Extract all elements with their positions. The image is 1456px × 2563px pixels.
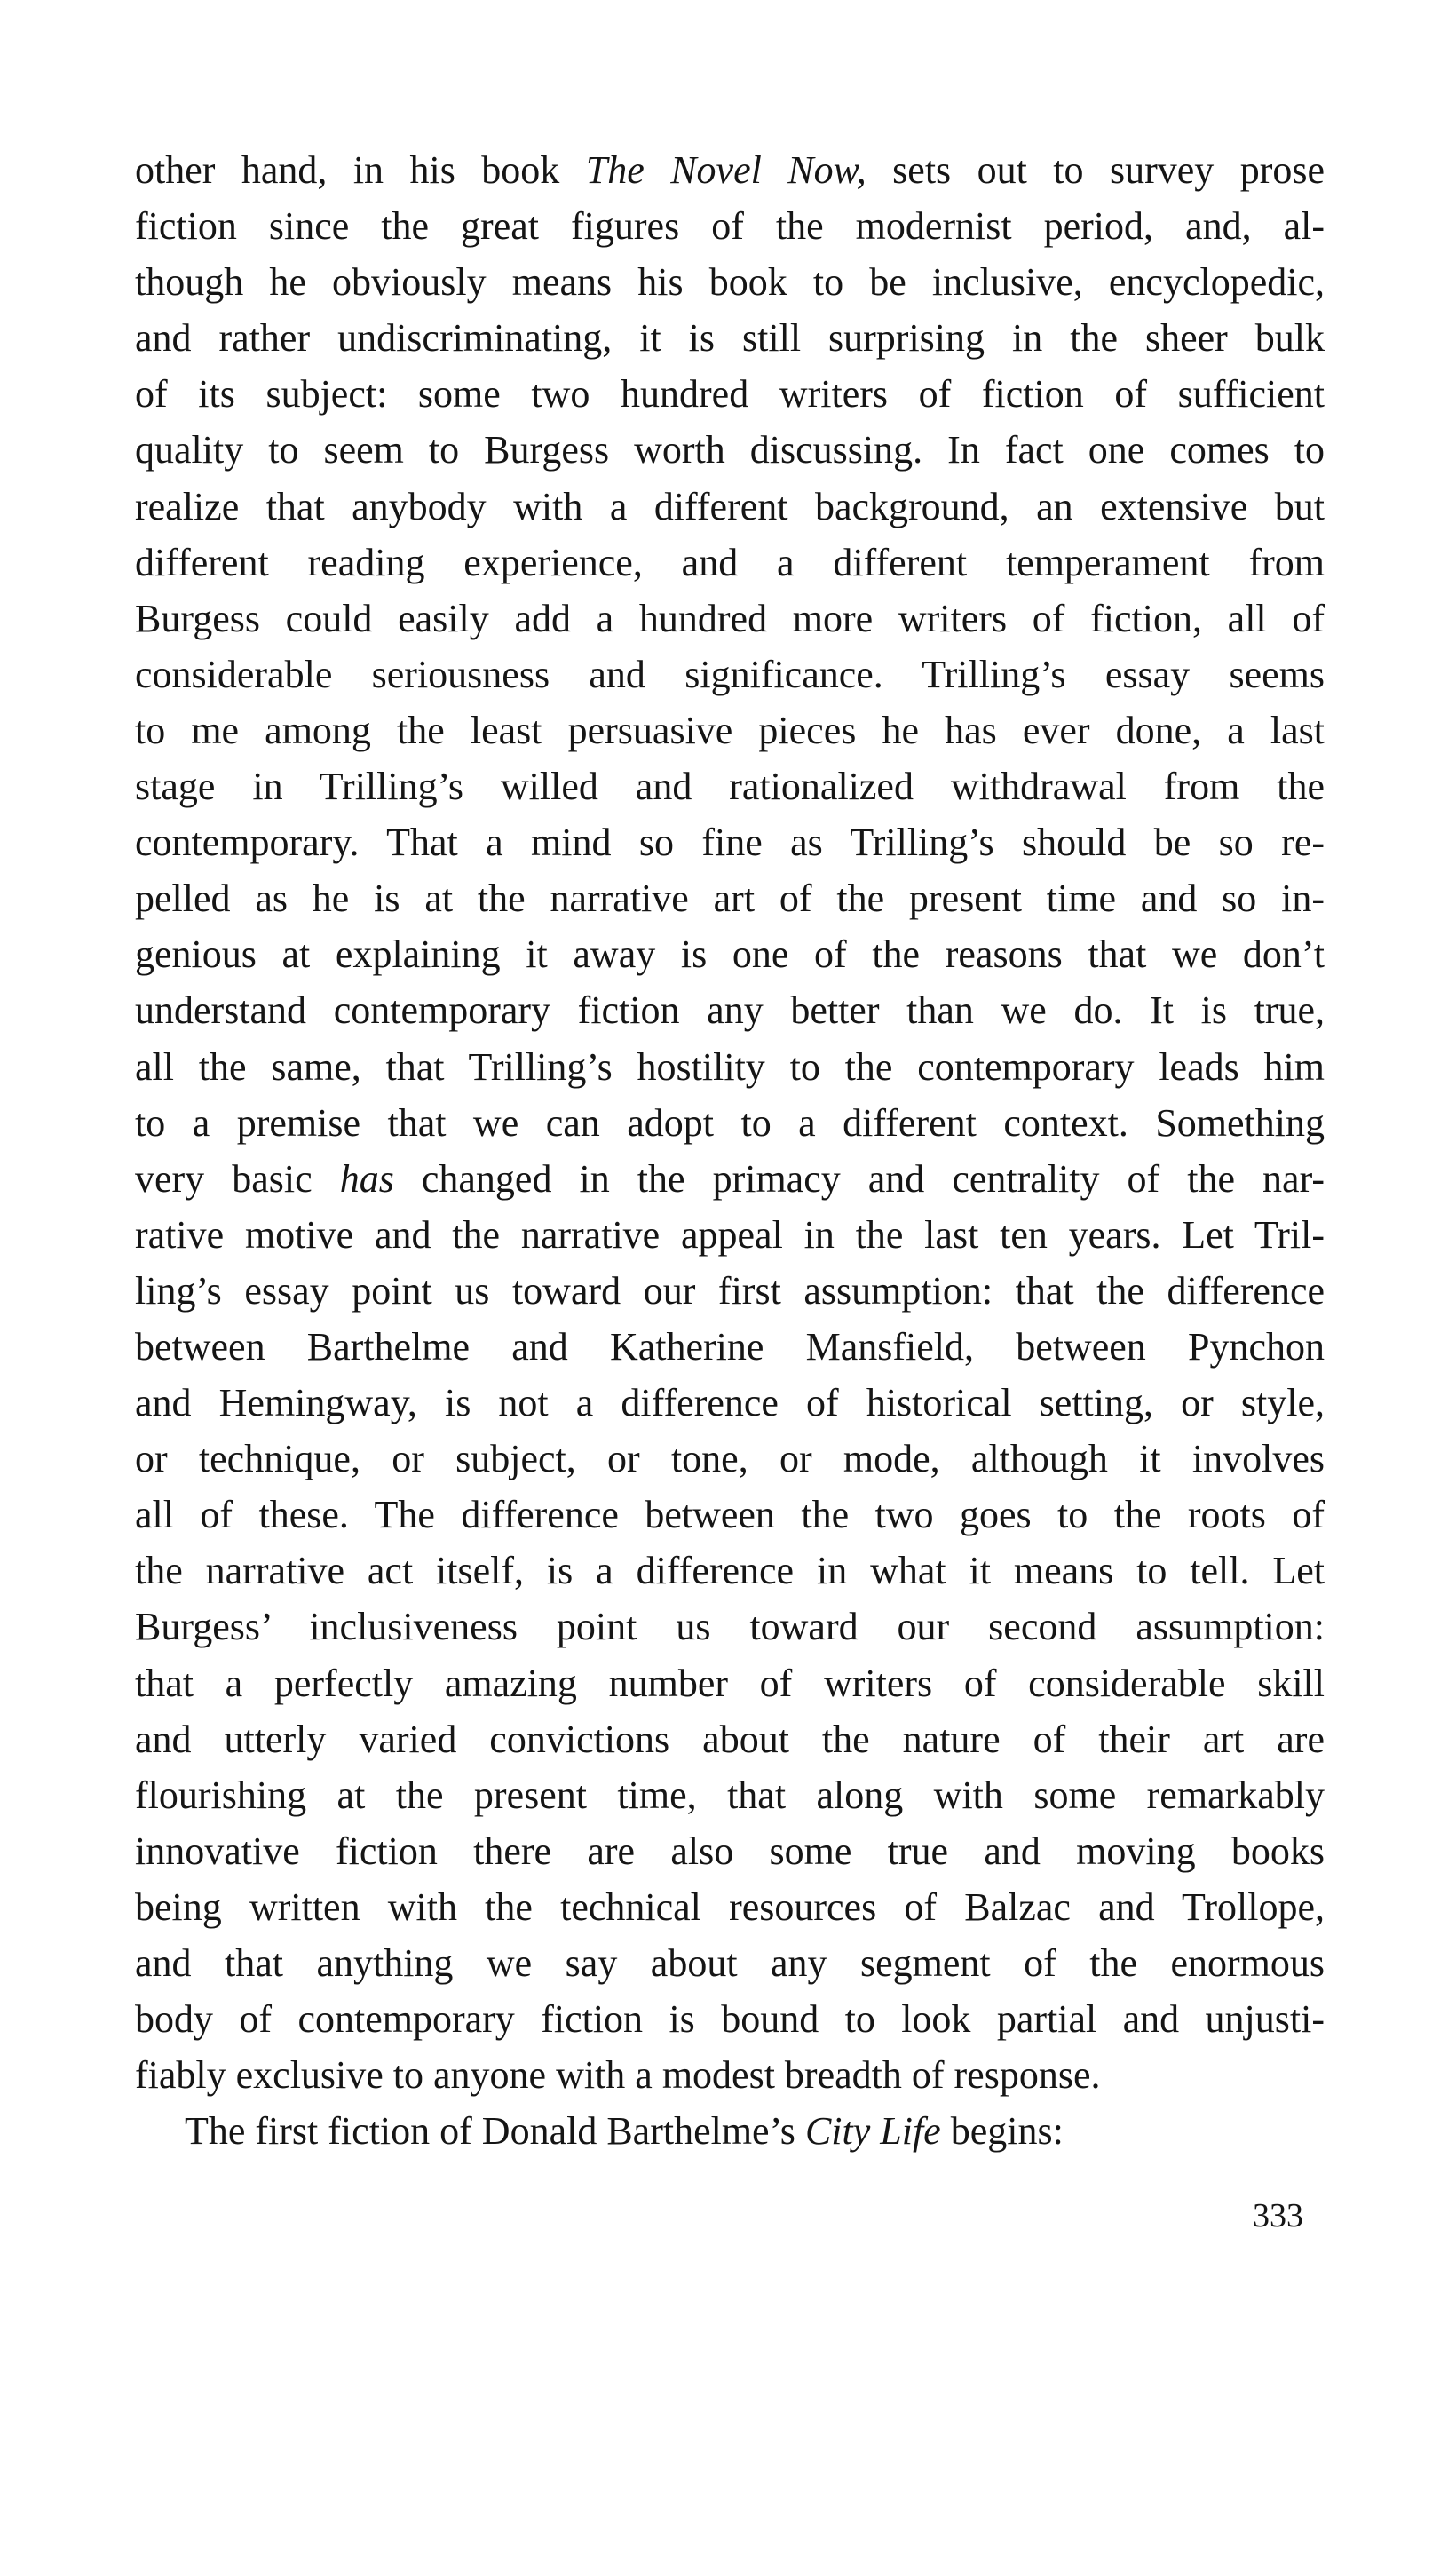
line-text: ling’s essay point us toward our first assumption: that the difference: [135, 1268, 1325, 1313]
line-text: Burgess’ inclusiveness point us toward our second assumption:: [135, 1605, 1325, 1649]
italic-title: The Novel Now,: [585, 148, 866, 192]
line-text: The first fiction of Donald Barthelme’s: [185, 2109, 805, 2154]
text-line: [135, 366, 1325, 422]
line-text: to me among the least persuasive pieces he has ever done, a last: [135, 708, 1325, 752]
text-line: [135, 1655, 1325, 1711]
line-text: or technique, or subject, or tone, or mode, although it involves: [135, 1437, 1325, 1481]
line-text: understand contemporary fiction any better than we do. It is true,: [135, 988, 1325, 1033]
text-line: [135, 814, 1325, 870]
italic-title: City Life: [804, 2109, 941, 2154]
text-line: [135, 2047, 1325, 2103]
text-line: [135, 1823, 1325, 1879]
line-text: rative motive and the narrative appeal in the last ten years. Let Tril-: [135, 1212, 1325, 1257]
line-text: considerable seriousness and significance. Trilling’s essay seems: [135, 652, 1325, 696]
line-text: pelled as he is at the narrative art of the present time and so in-: [135, 877, 1325, 921]
text-line: [135, 1039, 1325, 1095]
line-text: the narrative act itself, is a difference in what it means to tell. Let: [135, 1549, 1325, 1593]
paragraph-p2: [135, 2103, 1325, 2159]
text-line: [135, 1991, 1325, 2047]
line-text: and utterly varied convictions about the nature of their art are: [135, 1717, 1325, 1761]
line-text: innovative fiction there are also some true and moving books: [135, 1829, 1325, 1873]
line-text-after: changed in the primacy and centrality of the nar-: [393, 1156, 1325, 1201]
line-text: very basic: [135, 1156, 340, 1201]
italic-title: has: [339, 1156, 394, 1201]
line-text: of its subject: some two hundred writers of fiction of sufficient: [135, 372, 1325, 417]
text-line: [135, 1543, 1325, 1599]
line-text: fiction since the great figures of the modernist period, and, al-: [135, 204, 1325, 249]
line-text: flourishing at the present time, that along with some remarkably: [135, 1773, 1325, 1817]
line-text: genious at explaining it away is one of the reasons that we don’t: [135, 932, 1325, 977]
text-line: [135, 982, 1325, 1038]
text-line: [135, 254, 1325, 310]
line-text: all of these. The difference between the two goes to the roots of: [135, 1493, 1325, 1537]
line-text: and rather undiscriminating, it is still surprising in the sheer bulk: [135, 316, 1325, 361]
line-text: to a premise that we can adopt to a different context. Something: [135, 1100, 1325, 1145]
text-line: [135, 1935, 1325, 1991]
text-line: [135, 535, 1325, 591]
line-text: and Hemingway, is not a difference of historical setting, or style,: [135, 1381, 1325, 1425]
text-line: [135, 1487, 1325, 1543]
page-number: 333: [1253, 2197, 1303, 2234]
text-line: [135, 1767, 1325, 1823]
line-text: other hand, in his book: [135, 148, 586, 192]
text-line: [135, 591, 1325, 647]
line-text: all the same, that Trilling’s hostility to the contemporary leads him: [135, 1044, 1325, 1089]
text-line: [135, 1207, 1325, 1263]
line-text: fiably exclusive to anyone with a modest breadth of response.: [135, 2053, 1101, 2098]
paragraph-p1: [135, 142, 1325, 2103]
body-text: [135, 142, 1325, 2159]
text-line: [135, 1431, 1325, 1487]
text-line: [135, 1599, 1325, 1654]
line-text: stage in Trilling’s willed and rationalized withdrawal from the: [135, 765, 1325, 809]
text-line: [135, 1879, 1325, 1935]
text-line: [135, 1319, 1325, 1375]
line-text: different reading experience, and a different temperament from: [135, 540, 1325, 584]
text-line: [135, 142, 1325, 198]
text-line: [135, 479, 1325, 535]
line-text-after: sets out to survey prose: [866, 148, 1325, 192]
line-text: contemporary. That a mind so fine as Trilling’s should be so re-: [135, 821, 1325, 865]
line-text: Burgess could easily add a hundred more writers of fiction, all of: [135, 596, 1325, 640]
line-text: realize that anybody with a different background, an extensive but: [135, 484, 1325, 528]
line-text: being written with the technical resources of Balzac and Trollope,: [135, 1885, 1325, 1929]
text-line: [135, 702, 1325, 758]
text-line: [135, 310, 1325, 366]
text-line: [135, 926, 1325, 982]
text-line: [135, 1263, 1325, 1319]
text-line: [135, 198, 1325, 254]
text-line: [135, 1151, 1325, 1207]
text-line: [135, 758, 1325, 814]
line-text: body of contemporary fiction is bound to look partial and unjusti-: [135, 1997, 1325, 2042]
line-text: that a perfectly amazing number of writers of considerable skill: [135, 1661, 1325, 1705]
line-text: between Barthelme and Katherine Mansfield, between Pynchon: [135, 1324, 1325, 1369]
text-line: [135, 870, 1325, 926]
text-line: [135, 647, 1325, 702]
text-line: [135, 1711, 1325, 1767]
line-text: and that anything we say about any segment of the enormous: [135, 1941, 1325, 1985]
text-line: [135, 1095, 1325, 1151]
text-line: [135, 2103, 1325, 2159]
line-text: though he obviously means his book to be inclusive, encyclopedic,: [135, 260, 1325, 305]
line-text: quality to seem to Burgess worth discussing. In fact one comes to: [135, 428, 1325, 472]
text-line: [135, 422, 1325, 478]
line-text-after: begins:: [940, 2109, 1064, 2154]
text-line: [135, 1375, 1325, 1431]
